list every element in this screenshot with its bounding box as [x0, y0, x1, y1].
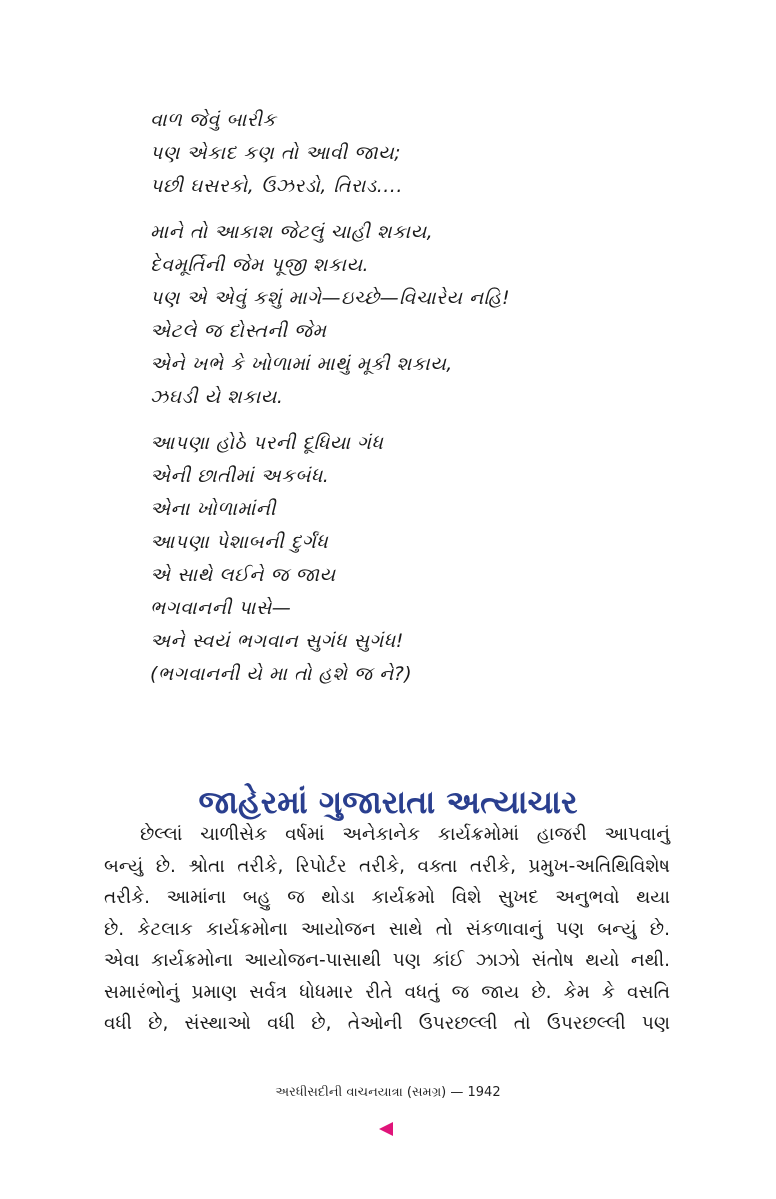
- paragraph-line: બન્યું છે. શ્રોતા તરીકે, રિપોર્ટર તરીકે, વક્તા તરીકે, પ્રમુખ-અતિથિવિશેષ: [104, 855, 670, 877]
- paragraph-line: છે. કેટલાક કાર્યક્રમોના આયોજન સાથે તો સંકળાવાનું પણ બન્યું છે.: [104, 918, 670, 940]
- poem-line: વાળ જેવું બારીક: [150, 109, 277, 131]
- poem-line: એ સાથે લઈને જ જાય: [150, 564, 336, 586]
- poem-stanza-2: [150, 216, 710, 414]
- paragraph-line: સમારંભોનું પ્રમાણ સર્વત્ર ધોધમાર રીતે વધતું જ જાય છે. કેમ કે વસતિ: [104, 981, 670, 1003]
- poem-line: ઝઘડી યે શકાય.: [150, 386, 284, 408]
- poem-stanza-3: [150, 427, 710, 691]
- triangle-left-icon[interactable]: [379, 1122, 393, 1136]
- poem-line: પણ એકાદ કણ તો આવી જાય;: [150, 142, 402, 164]
- poem-line: આપણા હોઠે પરની દૂધિયા ગંધ: [150, 432, 384, 454]
- poem-line: પણ એ એવું કશું માગે—ઇચ્છે—વિચારેય નહિ!: [150, 287, 511, 309]
- paragraph-line: વધી છે, સંસ્થાઓ વધી છે, તેઓની ઉપરછલ્લી તો ઉપરછલ્લી પણ: [104, 1013, 670, 1034]
- poem-line: અને સ્વયં ભગવાન સુગંધ સુગંધ!: [150, 630, 404, 652]
- poem-line: દેવમૂર્તિની જેમ પૂજી શકાય.: [150, 254, 370, 276]
- poem-line: માને તો આકાશ જેટલું ચાહી શકાય,: [150, 221, 434, 243]
- poem-stanza-1: [150, 104, 710, 203]
- poem-line: આપણા પેશાબની દુર્ગંધ: [150, 531, 329, 553]
- poem: [150, 104, 710, 704]
- poem-line: (ભગવાનની યે મા તો હશે જ ને?): [150, 663, 413, 685]
- section-body: [104, 819, 670, 1040]
- poem-line: એની છાતીમાં અકબંધ.: [150, 465, 330, 487]
- poem-line: એને ખભે કે ખોળામાં માથું મૂકી શકાય,: [150, 353, 453, 375]
- paragraph-line: છેલ્લાં ચાળીસેક વર્ષમાં અનેકાનેક કાર્યક્રમોમાં હાજરી આપવાનું: [140, 824, 670, 845]
- section-heading: જાહેરમાં ગુજારાતા અત્યાચાર: [198, 782, 578, 821]
- paragraph-line: તરીકે. આમાંના બહુ જ થોડા કાર્યક્રમો વિશે સુખદ અનુભવો થયા: [104, 887, 670, 908]
- paragraph-line: એવા કાર્યક્રમોના આયોજન-પાસાથી પણ કાંઈ ઝાઝો સંતોષ થયો નથી.: [104, 950, 670, 971]
- page-footer: અરધીસદીની વાચનયાત્રા (સમગ્ર) — 1942: [275, 1085, 501, 1100]
- poem-line: પછી ઘસરકો, ઉઝરડો, તિરાડ....: [150, 175, 403, 197]
- poem-line: એના ખોળામાંની: [150, 498, 276, 520]
- poem-line: એટલે જ દોસ્તની જેમ: [150, 320, 327, 342]
- poem-line: ભગવાનની પાસે—: [150, 597, 292, 619]
